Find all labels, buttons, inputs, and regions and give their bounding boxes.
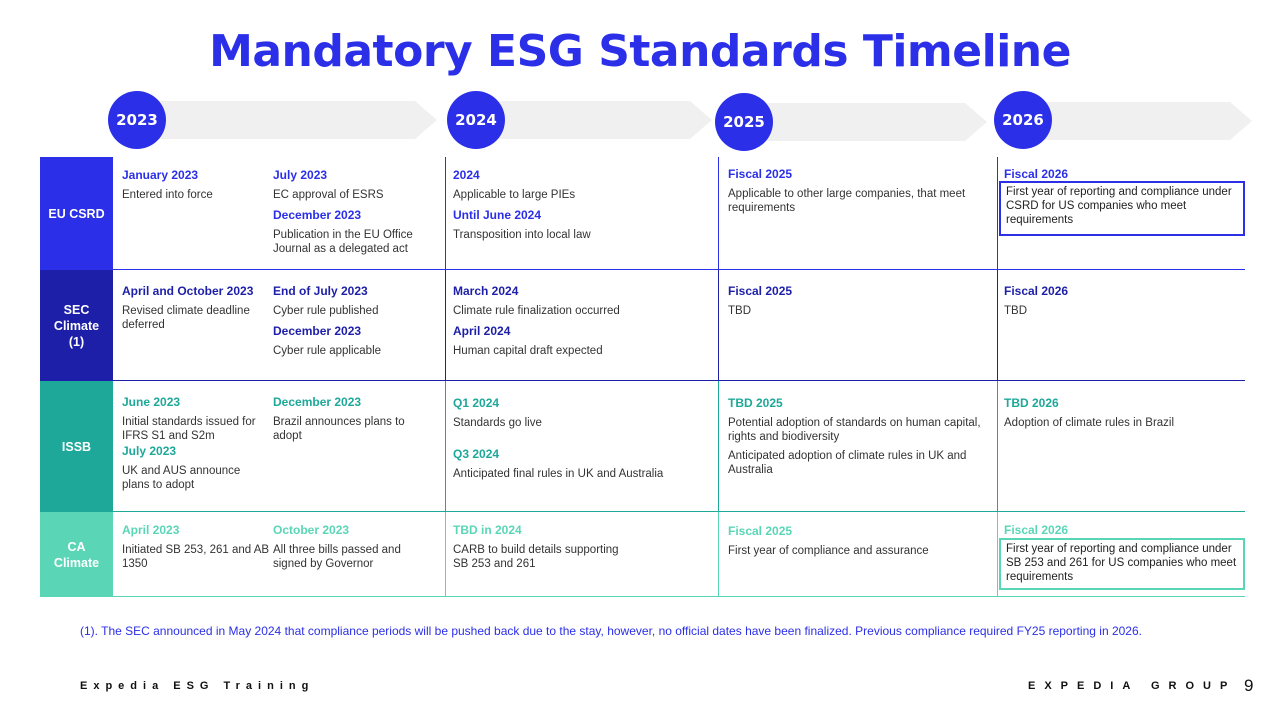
separator — [445, 512, 446, 597]
cell-ca-2024: TBD in 2024 CARB to build details supporting SB 253 and 261 — [453, 523, 619, 570]
footnote: (1). The SEC announced in May 2024 that compliance periods will be pushed back due to the stay, however, no official dates have been finalized. Previous compliance required FY25 reporting in 2026. — [80, 624, 1142, 638]
separator — [997, 512, 998, 597]
year-2026-badge: 2026 — [994, 91, 1052, 149]
highlight-box-eu-csrd-2026: First year of reporting and compliance under CSRD for US companies who meet requirements — [999, 181, 1245, 236]
cell-ca-2025: Fiscal 2025 First year of compliance and assurance — [728, 524, 929, 557]
cell-eu-csrd-jan-2023: January 2023 Entered into force — [122, 168, 213, 201]
cell-eu-csrd-jul-dec-2023: July 2023 EC approval of ESRS December 2023 Publication in the EU Office Journal as a delegated act — [273, 168, 413, 255]
cell-sec-2024: March 2024 Climate rule finalization occurred April 2024 Human capital draft expected — [453, 284, 620, 357]
timeline-arrow-2025 — [745, 103, 987, 141]
cell-issb-2025: TBD 2025 Potential adoption of standards on human capital, rights and biodiversity Anticipated adoption of climate rules in UK and Australia — [728, 396, 981, 476]
timeline-arrow-2026 — [1022, 102, 1252, 140]
timeline-arrow-2023 — [135, 101, 437, 139]
separator — [718, 381, 719, 512]
cell-eu-csrd-2025: Fiscal 2025 Applicable to other large companies, that meet requirements — [728, 167, 966, 214]
cell-eu-csrd-2024: 2024 Applicable to large PIEs Until June 2024 Transposition into local law — [453, 168, 591, 241]
timeline-arrow-2024 — [474, 101, 712, 139]
separator — [997, 157, 998, 270]
separator — [718, 157, 719, 270]
row-divider — [113, 380, 1245, 381]
row-divider — [113, 269, 1245, 270]
footer-brand: EXPEDIA GROUP — [1028, 680, 1237, 692]
cell-eu-csrd-2026: Fiscal 2026 — [1004, 167, 1069, 181]
row-divider — [113, 596, 1245, 597]
footer-training-label: Expedia ESG Training — [80, 680, 315, 692]
year-2025-badge: 2025 — [715, 93, 773, 151]
year-2023-badge: 2023 — [108, 91, 166, 149]
cell-sec-2026: Fiscal 2026 TBD — [1004, 284, 1069, 317]
row-label-sec-climate: SEC Climate (1) — [40, 270, 113, 381]
separator — [718, 512, 719, 597]
separator — [445, 157, 446, 270]
cell-ca-apr-2023: April 2023 Initiated SB 253, 261 and AB 1350 — [122, 523, 270, 570]
separator — [997, 270, 998, 381]
separator — [445, 270, 446, 381]
highlight-box-ca-2026: First year of reporting and compliance under SB 253 and 261 for US companies who meet requirements — [999, 538, 1245, 590]
page-title: Mandatory ESG Standards Timeline — [209, 26, 1071, 77]
row-divider — [113, 511, 1245, 512]
cell-ca-2026: Fiscal 2026 — [1004, 523, 1069, 537]
cell-issb-2026: TBD 2026 Adoption of climate rules in Brazil — [1004, 396, 1175, 429]
separator — [718, 270, 719, 381]
row-label-issb: ISSB — [40, 381, 113, 512]
cell-sec-apr-oct-2023: April and October 2023 Revised climate deadline deferred — [122, 284, 254, 331]
cell-issb-jun-jul-2023: June 2023 Initial standards issued for IFRS S1 and S2m July 2023 UK and AUS announce plans to adopt — [122, 395, 256, 491]
row-label-eu-csrd: EU CSRD — [40, 157, 113, 270]
row-label-ca-climate: CA Climate — [40, 512, 113, 597]
cell-sec-2025: Fiscal 2025 TBD — [728, 284, 793, 317]
cell-ca-oct-2023: October 2023 All three bills passed and signed by Governor — [273, 523, 401, 570]
page-number: 9 — [1244, 676, 1254, 695]
cell-sec-jul-dec-2023: End of July 2023 Cyber rule published December 2023 Cyber rule applicable — [273, 284, 382, 357]
separator — [997, 381, 998, 512]
cell-issb-2024: Q1 2024 Standards go live Q3 2024 Anticipated final rules in UK and Australia — [453, 396, 664, 480]
year-2024-badge: 2024 — [447, 91, 505, 149]
separator — [445, 381, 446, 512]
cell-issb-dec-2023: December 2023 Brazil announces plans to adopt — [273, 395, 405, 442]
